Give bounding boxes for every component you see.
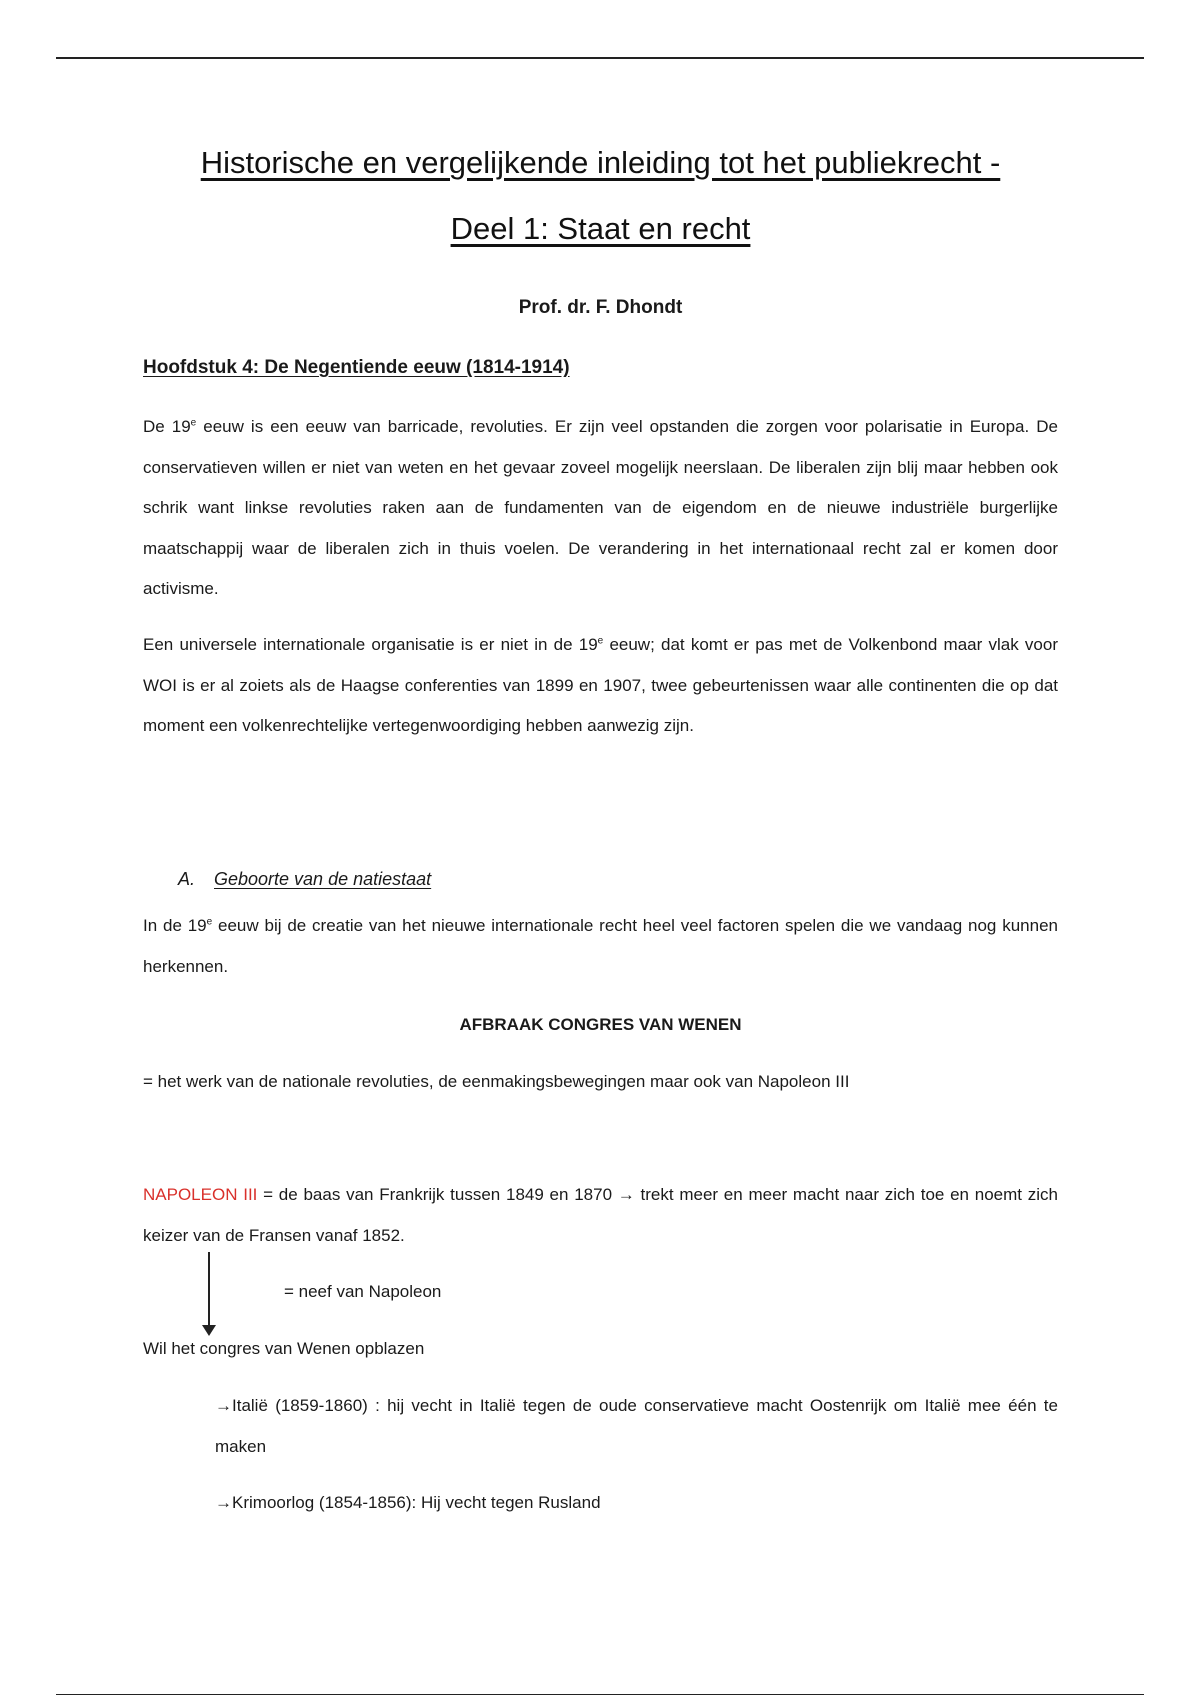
section-label: Geboorte van de natiestaat (214, 869, 432, 889)
definition-line: = het werk van de nationale revoluties, de eenmakingsbewegingen maar ook van Napoleon III (143, 1072, 850, 1091)
nephew-note: = neef van Napoleon (284, 1282, 442, 1301)
intro-paragraph-1: De 19e eeuw is een eeuw van barricade, revoluties. Er zijn veel opstanden die zorgen voor polarisatie in Europa. De conservatieven willen er niet van weten en het gevaar zoveel mogelijk neerslaan. De liberalen zijn blij maar hebben ook schrik want linkse revoluties raken aan de fundamenten van de eigendom en de nieuwe industriële burgerlijke maatschappij waar de liberalen zich in thuis voelen. De verandering in het internationaal recht zal er komen door activisme. (143, 417, 1058, 598)
napoleon-paragraph: NAPOLEON III = de baas van Frankrijk tussen 1849 en 1870 → trekt meer en meer macht naar zich toe en noemt zich keizer van de Fransen vanaf 1852. (143, 1185, 1058, 1245)
napoleon-name: NAPOLEON III (143, 1185, 258, 1204)
section-a-paragraph: In de 19e eeuw bij de creatie van het nieuwe internationale recht heel veel factoren spelen die we vandaag nog kunnen herkennen. (143, 916, 1058, 976)
document-title-line-2: Deel 1: Staat en recht (450, 211, 751, 246)
author: Prof. dr. F. Dhondt (518, 297, 683, 318)
document-title-line-1: Historische en vergelijkende inleiding tot het publiekrecht - (200, 145, 1001, 180)
intro-paragraph-2: Een universele internationale organisatie is er niet in de 19e eeuw; dat komt er pas met de Volkenbond maar vlak voor WOI is er al zoiets als de Haagse conferenties van 1899 en 1907, twee gebeurtenissen waar alle continenten die op dat moment een volkenrechtelijke vertegenwoordiging hebben aanwezig zijn. (143, 635, 1058, 735)
bottom-rule (56, 1694, 1144, 1695)
crimea-item: →Krimoorlog (1854-1856): Hij vecht tegen Rusland (215, 1493, 601, 1512)
section-number: A. (178, 869, 196, 889)
down-arrow-line (208, 1252, 210, 1329)
congres-heading: AFBRAAK CONGRES VAN WENEN (459, 1015, 742, 1034)
chapter-heading: Hoofdstuk 4: De Negentiende eeuw (1814-1914) (143, 357, 570, 378)
section-a-heading (178, 869, 431, 890)
top-rule (56, 57, 1144, 59)
goal-line: Wil het congres van Wenen opblazen (143, 1339, 425, 1358)
italy-item: →Italië (1859-1860) : hij vecht in Italië tegen de oude conservatieve macht Oostenrijk om Italië mee één te maken (215, 1396, 1058, 1456)
